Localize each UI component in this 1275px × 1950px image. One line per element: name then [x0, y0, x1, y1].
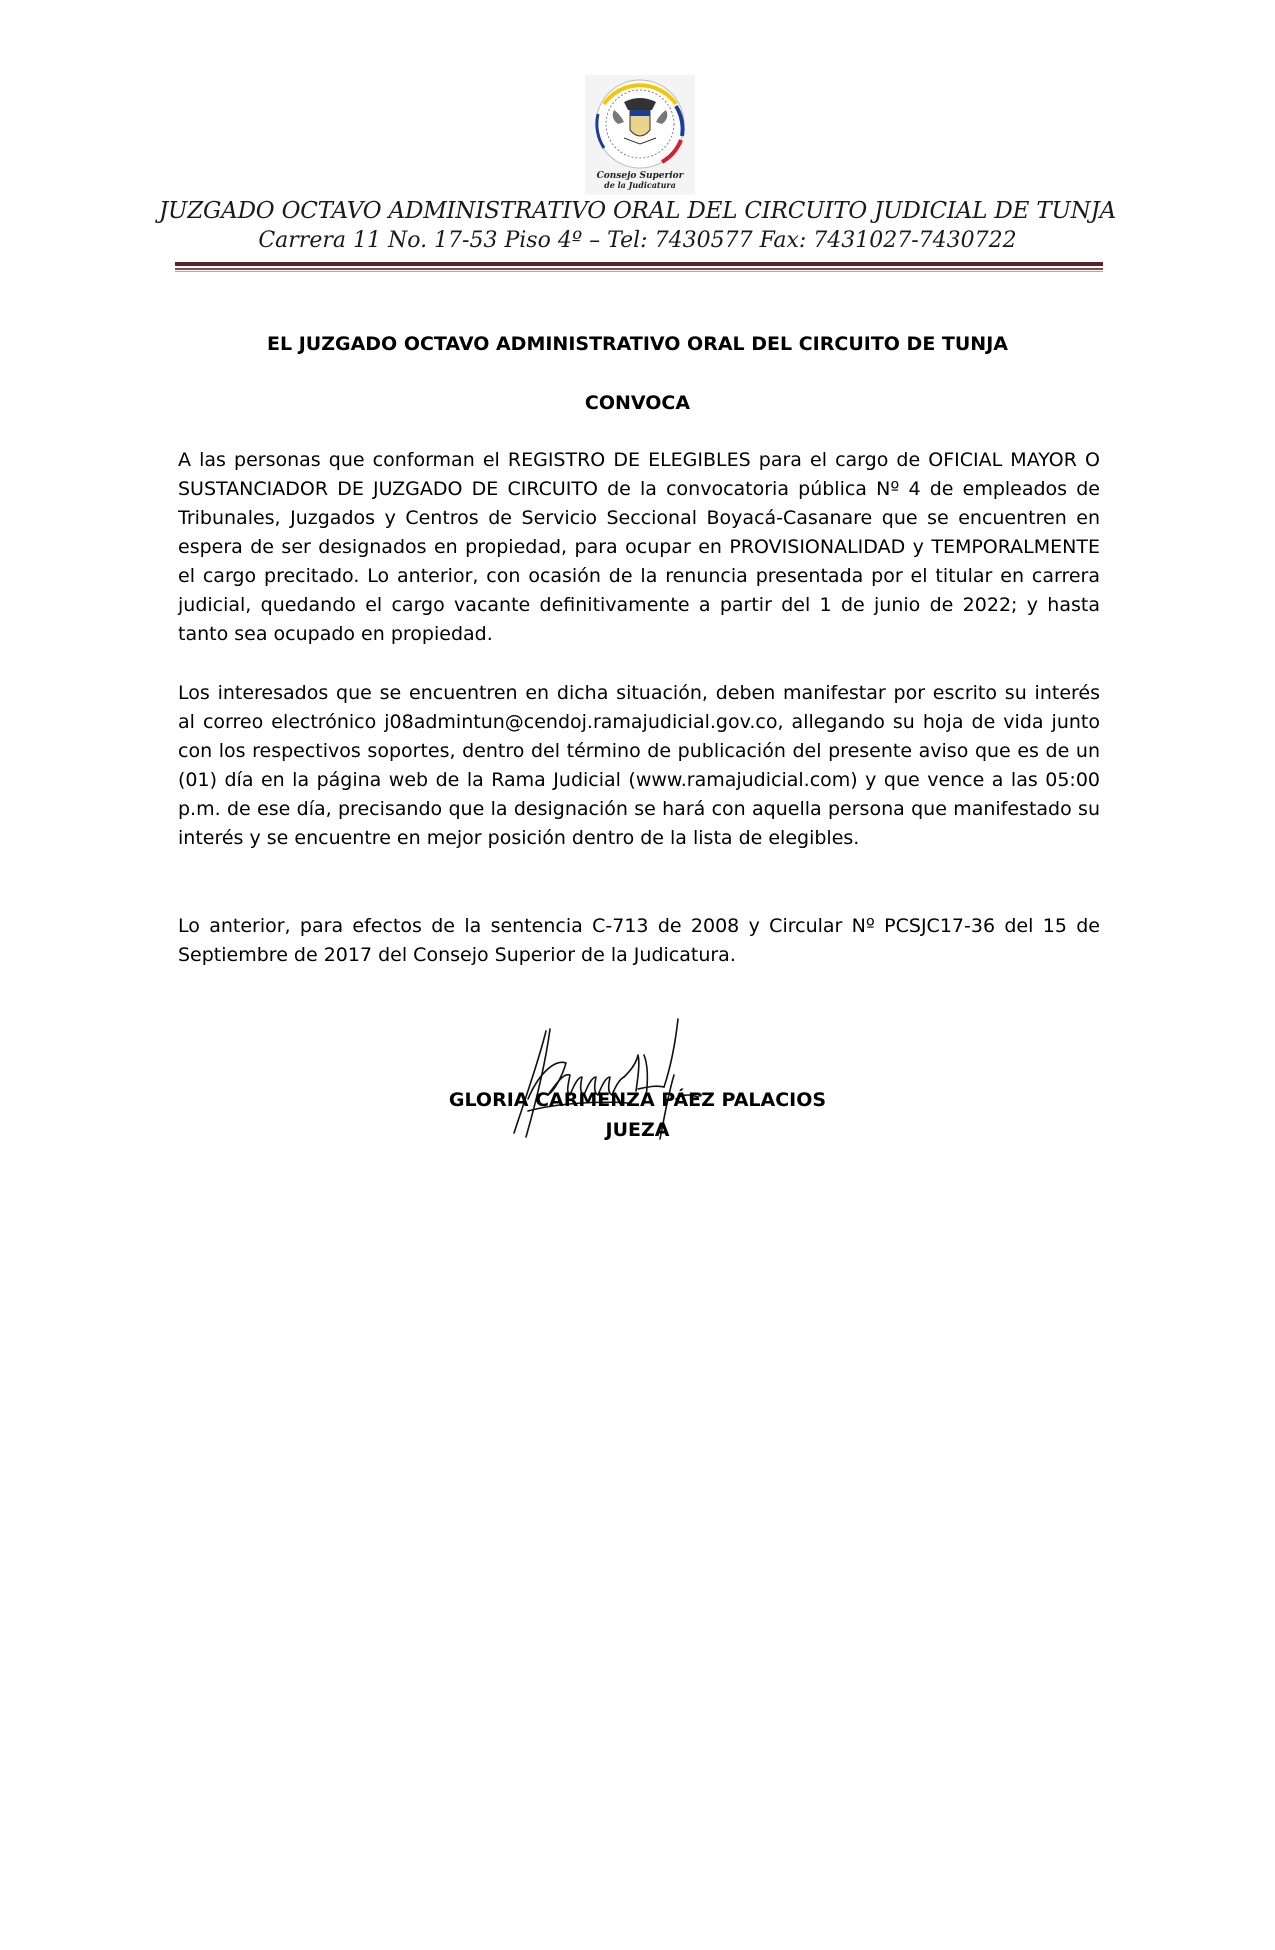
header-rule-tertiary	[175, 271, 1103, 272]
header-rule	[175, 262, 1103, 266]
document-heading: EL JUZGADO OCTAVO ADMINISTRATIVO ORAL DEL CIRCUITO DE TUNJA	[267, 333, 1008, 355]
coat-of-arms-seal-icon	[584, 74, 696, 196]
body-paragraph: A las personas que conforman el REGISTRO DE ELEGIBLES para el cargo de OFICIAL MAYOR O SUSTANCIADOR DE JUZGADO DE CIRCUITO de la convocatoria pública Nº 4 de empleados de Tribunales, Juzgados y Centros de Servicio Seccional Boyacá-Casanare que se encuentren en espera de ser designados en propiedad, para ocupar en PROVISIONALIDAD y TEMPORALMENTE el cargo precitado. Lo anterior, con ocasión de la renuncia presentada por el titular en carrera judicial, quedando el cargo vacante definitivamente a partir del 1 de junio de 2022; y hasta tanto sea ocupado en propiedad.	[178, 449, 1100, 645]
svg-text:de la Judicatura: de la Judicatura	[604, 180, 676, 190]
body-paragraph: Los interesados que se encuentren en dicha situación, deben manifestar por escrito su interés al correo electrónico j08admintun@cendoj.ramajudicial.gov.co, allegando su hoja de vida junto con los respectivos soportes, dentro del término de publicación del presente aviso que es de un (01) día en la página web de la Rama Judicial (www.ramajudicial.com) y que vence a las 05:00 p.m. de ese día, precisando que la designación se hará con aquella persona que manifestado su interés y se encuentre en mejor posición dentro de la lista de elegibles.	[178, 682, 1100, 849]
body-paragraph: Lo anterior, para efectos de la sentencia C-713 de 2008 y Circular Nº PCSJC17-36 del 15 de Septiembre de 2017 del Consejo Superior de la Judicatura.	[178, 915, 1100, 966]
svg-text:Consejo Superior: Consejo Superior	[596, 171, 684, 181]
document-subheading: CONVOCA	[584, 392, 691, 414]
court-address: Carrera 11 No. 17-53 Piso 4º – Tel: 7430577 Fax: 7431027-7430722	[258, 228, 1017, 253]
court-name: JUZGADO OCTAVO ADMINISTRATIVO ORAL DEL CIRCUITO JUDICIAL DE TUNJA	[159, 198, 1116, 224]
signer-title: JUEZA	[605, 1119, 670, 1141]
signer-name: GLORIA CARMENZA PÁEZ PALACIOS	[448, 1089, 827, 1111]
header-rule-secondary	[175, 268, 1103, 270]
